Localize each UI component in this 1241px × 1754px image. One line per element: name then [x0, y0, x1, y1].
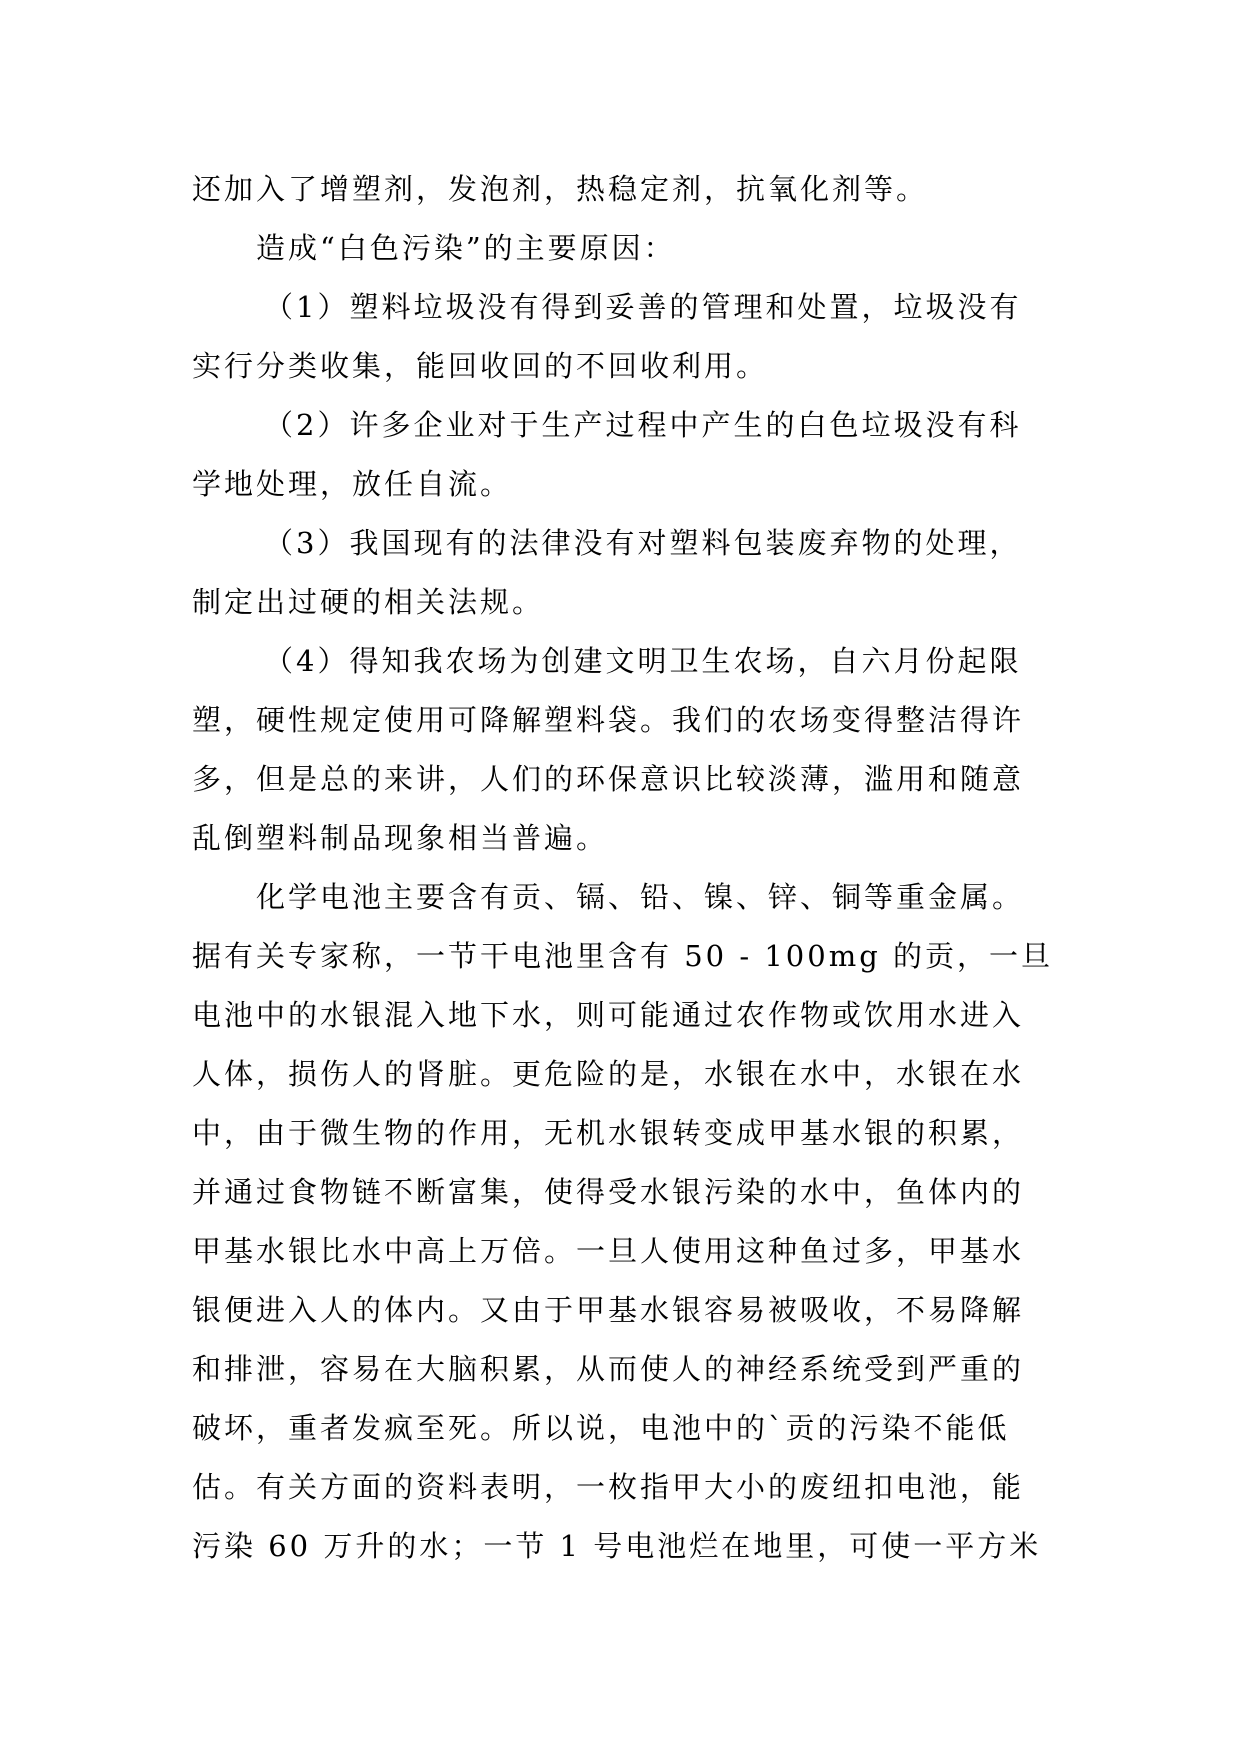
text-line: 和排泄，容易在大脑积累，从而使人的神经系统受到严重的 — [192, 1352, 1025, 1386]
text-line: 乱倒塑料制品现象相当普遍。 — [192, 821, 609, 855]
paragraph-battery-start: 化学电池主要含有贡、镉、铅、镍、锌、铜等重金属。 — [256, 880, 1025, 914]
document-body — [192, 160, 1062, 1576]
text-line: 中，由于微生物的作用，无机水银转变成甲基水银的积累， — [192, 1116, 1025, 1150]
text-line: 估。有关方面的资料表明，一枚指甲大小的废纽扣电池，能 — [192, 1470, 1025, 1504]
text-line: 银便进入人的体内。又由于甲基水银容易被吸收，不易降解 — [192, 1293, 1025, 1327]
text-line: 人体，损伤人的肾脏。更危险的是，水银在水中，水银在水 — [192, 1057, 1025, 1091]
text-line: 污染 60 万升的水；一节 1 号电池烂在地里，可使一平方米 — [192, 1529, 1042, 1563]
text-line: 并通过食物链不断富集，使得受水银污染的水中，鱼体内的 — [192, 1175, 1025, 1209]
text-line: 还加入了增塑剂，发泡剂，热稳定剂，抗氧化剂等。 — [192, 172, 929, 206]
text-line: 塑，硬性规定使用可降解塑料袋。我们的农场变得整洁得许 — [192, 703, 1025, 737]
text-line: 实行分类收集，能回收回的不回收利用。 — [192, 349, 769, 383]
text-line: 制定出过硬的相关法规。 — [192, 585, 545, 619]
paragraph-heading-causes: 造成“白色污染”的主要原因： — [256, 231, 676, 265]
text-line: 学地处理，放任自流。 — [192, 467, 513, 501]
text-line: 电池中的水银混入地下水，则可能通过农作物或饮用水进入 — [192, 998, 1025, 1032]
text-line: 甲基水银比水中高上万倍。一旦人使用这种鱼过多，甲基水 — [192, 1234, 1025, 1268]
text-line: 破坏，重者发疯至死。所以说，电池中的`贡的污染不能低 — [192, 1411, 1010, 1445]
list-item-3-start: （3）我国现有的法律没有对塑料包装废弃物的处理， — [264, 526, 1022, 560]
list-item-4-start: （4）得知我农场为创建文明卫生农场，自六月份起限 — [264, 644, 1022, 678]
list-item-1-start: （1）塑料垃圾没有得到妥善的管理和处置，垃圾没有 — [264, 290, 1022, 324]
list-item-2-start: （2）许多企业对于生产过程中产生的白色垃圾没有科 — [264, 408, 1022, 442]
text-line: 多，但是总的来讲，人们的环保意识比较淡薄，滥用和随意 — [192, 762, 1025, 796]
text-line: 据有关专家称，一节干电池里含有 50 - 100mg 的贡，一旦 — [192, 939, 1053, 973]
